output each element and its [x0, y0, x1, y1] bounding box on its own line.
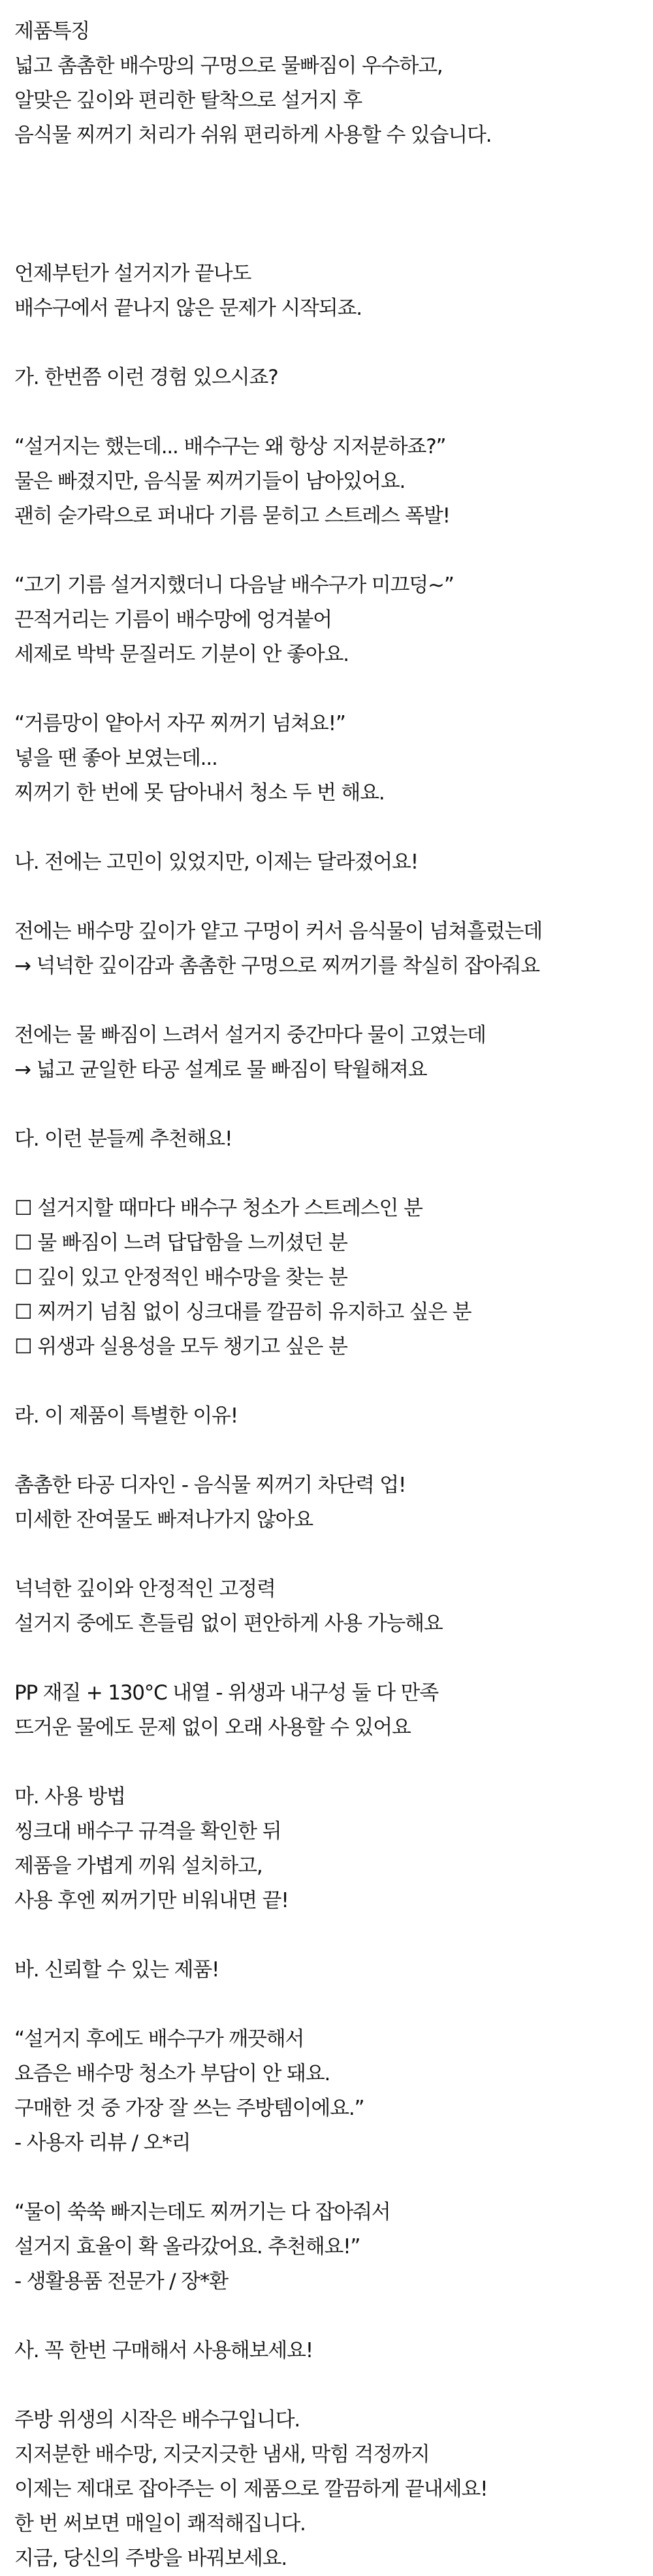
features-line: 음식물 찌꺼기 처리가 쉬워 편리하게 사용할 수 있습니다. [14, 123, 492, 147]
closing-line: 한 번 써보면 매일이 쾌적해집니다. [14, 2512, 306, 2536]
usage-block [14, 1780, 641, 1918]
closing-line: 이제는 제대로 잡아주는 이 제품으로 깔끔하게 끝내세요! [14, 2477, 488, 2501]
review-block [14, 2195, 641, 2299]
product-description [14, 14, 641, 2576]
section-ga-heading [14, 361, 641, 395]
recommend-item: ☐ 깊이 있고 안정적인 배수망을 찾는 분 [14, 1266, 347, 1289]
experience-quote: “거름망이 얕아서 자꾸 찌꺼기 넘쳐요!” [14, 712, 345, 735]
change-after: → 넉넉한 깊이감과 촘촘한 구멍으로 찌꺼기를 착실히 잡아줘요 [14, 954, 540, 978]
change-after: → 넓고 균일한 타공 설계로 물 빠짐이 탁월해져요 [14, 1058, 427, 1082]
usage-step: 씽크대 배수구 규격을 확인한 뒤 [14, 1820, 281, 1843]
review-quote: “설거지 후에도 배수구가 깨끗해서 [14, 2027, 304, 2051]
closing-line: 지저분한 배수망, 지긋지긋한 냄새, 막힘 걱정까지 [14, 2443, 430, 2466]
review-quote: 설거지 효율이 확 올라갔어요. 추천해요!” [14, 2235, 360, 2259]
section-ra-heading [14, 1399, 641, 1434]
section-heading: 가. 한번쯤 이런 경험 있으시죠? [14, 366, 278, 389]
recommend-item: ☐ 찌꺼기 넘침 없이 싱크대를 깔끔히 유지하고 싶은 분 [14, 1300, 471, 1324]
reason-block [14, 1468, 641, 1538]
experience-quote: “고기 기름 설거지했더니 다음날 배수구가 미끄덩~” [14, 573, 454, 597]
reason-block [14, 1572, 641, 1641]
review-quote: “물이 쑥쑥 빠지는데도 찌꺼기는 다 잡아줘서 [14, 2200, 390, 2224]
experience-line: 넣을 땐 좋아 보였는데... [14, 747, 217, 770]
closing-block [14, 2403, 641, 2576]
change-before: 전에는 배수망 깊이가 얕고 구멍이 커서 음식물이 넘쳐흘렀는데 [14, 920, 542, 943]
closing-line: 지금, 당신의 주방을 바꿔보세요. [14, 2547, 287, 2570]
experience-block [14, 707, 641, 811]
closing-line: 주방 위생의 시작은 배수구입니다. [14, 2408, 300, 2432]
usage-step: 제품을 가볍게 끼워 설치하고, [14, 1854, 263, 1878]
usage-step: 사용 후엔 찌꺼기만 비워내면 끝! [14, 1889, 289, 1912]
section-heading: 나. 전에는 고민이 있었지만, 이제는 달라졌어요! [14, 850, 418, 874]
features-line: 알맞은 깊이와 편리한 탈착으로 설거지 후 [14, 89, 362, 112]
review-quote: 요즘은 배수망 청소가 부담이 안 돼요. [14, 2062, 330, 2085]
section-heading: 다. 이런 분들께 추천해요! [14, 1127, 232, 1151]
reason-detail: 뜨거운 물에도 문제 없이 오래 사용할 수 있어요 [14, 1716, 411, 1739]
change-before: 전에는 물 빠짐이 느려서 설거지 중간마다 물이 고였는데 [14, 1023, 486, 1047]
experience-line: 세제로 박박 문질러도 기분이 안 좋아요. [14, 643, 349, 666]
recommend-item: ☐ 설거지할 때마다 배수구 청소가 스트레스인 분 [14, 1197, 422, 1220]
recommend-item: ☐ 물 빠짐이 느려 답답함을 느끼셨던 분 [14, 1231, 347, 1255]
experience-line: 끈적거리는 기름이 배수망에 엉겨붙어 [14, 608, 332, 632]
experience-block [14, 430, 641, 534]
intro-line: 언제부턴가 설거지가 끝나도 [14, 262, 251, 285]
intro-line: 배수구에서 끝나지 않은 문제가 시작되죠. [14, 297, 362, 320]
review-block [14, 2022, 641, 2161]
change-block [14, 1018, 641, 1087]
section-heading: 라. 이 제품이 특별한 이유! [14, 1404, 238, 1428]
recommend-item: ☐ 위생과 실용성을 모두 챙기고 싶은 분 [14, 1335, 347, 1359]
experience-line: 찌꺼기 한 번에 못 담아내서 청소 두 번 해요. [14, 781, 385, 805]
section-na-heading [14, 845, 641, 880]
features-line: 넓고 촘촘한 배수망의 구멍으로 물빠짐이 우수하고, [14, 54, 443, 78]
features-title: 제품특징 [14, 20, 89, 43]
reason-title: PP 재질 + 130°C 내열 - 위생과 내구성 둘 다 만족 [14, 1681, 439, 1705]
change-block [14, 914, 641, 984]
features-block [14, 14, 641, 153]
intro-block [14, 257, 641, 326]
reason-title: 촘촘한 타공 디자인 - 음식물 찌꺼기 차단력 업! [14, 1473, 406, 1497]
section-sa-heading [14, 2334, 641, 2368]
section-heading: 바. 신뢰할 수 있는 제품! [14, 1958, 219, 1982]
recommend-list [14, 1191, 641, 1364]
section-ba-heading [14, 1953, 641, 1988]
review-author: - 생활용품 전문가 / 장*환 [14, 2270, 228, 2293]
review-author: - 사용자 리뷰 / 오*리 [14, 2131, 191, 2155]
section-heading: 마. 사용 방법 [14, 1785, 125, 1809]
experience-line: 물은 빠졌지만, 음식물 찌꺼기들이 남아있어요. [14, 470, 406, 493]
review-quote: 구매한 것 중 가장 잘 쓰는 주방템이에요.” [14, 2097, 364, 2120]
reason-detail: 미세한 잔여물도 빠져나가지 않아요 [14, 1508, 313, 1532]
experience-block [14, 568, 641, 672]
reason-title: 넉넉한 깊이와 안정적인 고정력 [14, 1577, 276, 1601]
section-heading: 사. 꼭 한번 구매해서 사용해보세요! [14, 2339, 313, 2362]
reason-block [14, 1676, 641, 1745]
reason-detail: 설거지 중에도 흔들림 없이 편안하게 사용 가능해요 [14, 1612, 443, 1635]
experience-line: 괜히 숟가락으로 퍼내다 기름 묻히고 스트레스 폭발! [14, 504, 450, 528]
section-da-heading [14, 1122, 641, 1157]
experience-quote: “설거지는 했는데... 배수구는 왜 항상 지저분하죠?” [14, 435, 446, 459]
